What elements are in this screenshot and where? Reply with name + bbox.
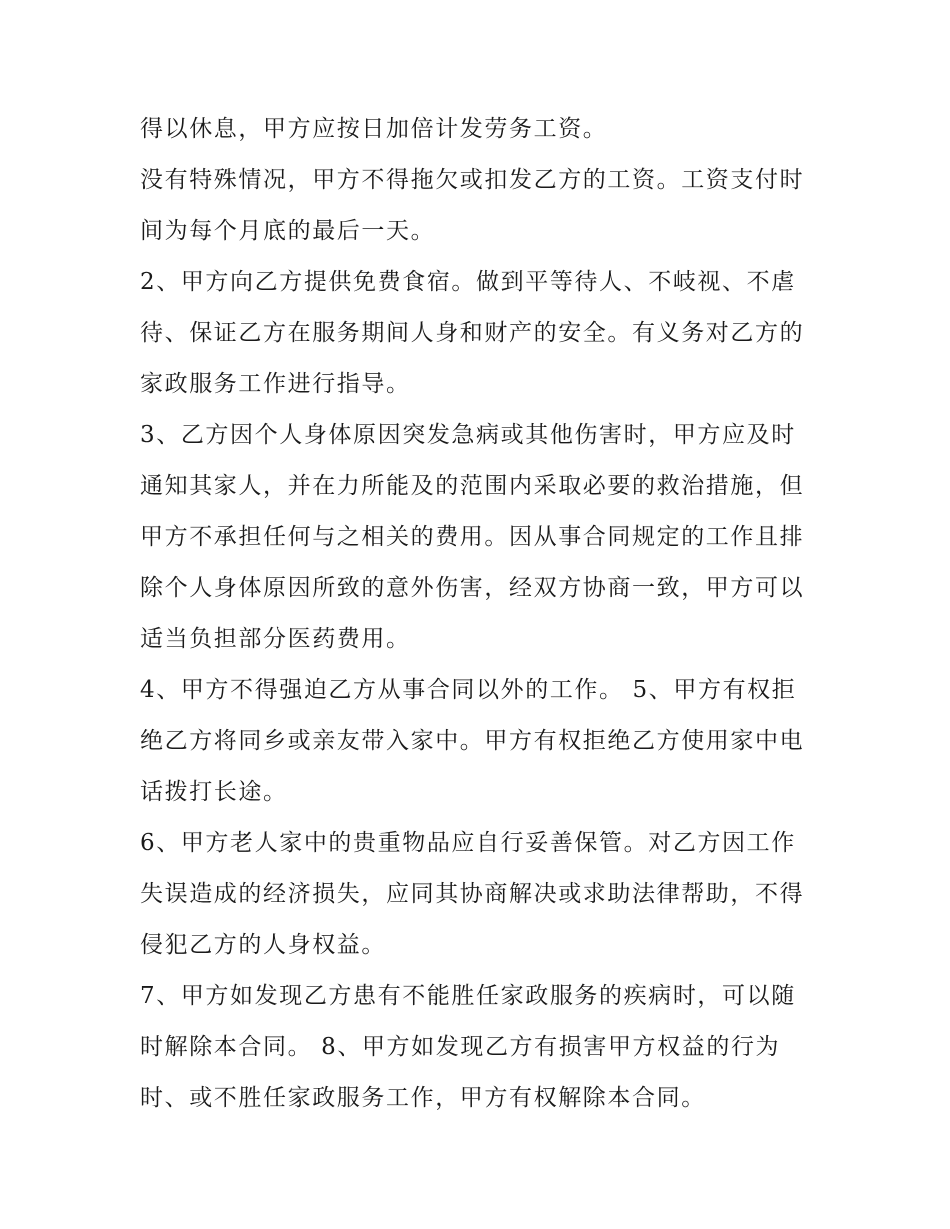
text-line: 失误造成的经济损失，应同其协商解决或求助法律帮助，不得 bbox=[140, 881, 805, 907]
text-line: 绝乙方将同乡或亲友带入家中。甲方有权拒绝乙方使用家中电 bbox=[140, 728, 805, 754]
text-line: 家政服务工作进行指导。 bbox=[140, 371, 411, 397]
text-line: 2、甲方向乙方提供免费食宿。做到平等待人、不岐视、不虐 bbox=[140, 269, 796, 295]
text-line: 7、甲方如发现乙方患有不能胜任家政服务的疾病时，可以随 bbox=[140, 983, 796, 1009]
text-line: 得以休息，甲方应按日加倍计发劳务工资。 bbox=[140, 116, 608, 142]
text-line: 6、甲方老人家中的贵重物品应自行妥善保管。对乙方因工作 bbox=[140, 830, 796, 856]
text-line: 侵犯乙方的人身权益。 bbox=[140, 932, 386, 958]
text-line: 间为每个月底的最后一天。 bbox=[140, 218, 436, 244]
text-line: 没有特殊情况，甲方不得拖欠或扣发乙方的工资。工资支付时 bbox=[140, 167, 805, 193]
text-line: 除个人身体原因所致的意外伤害，经双方协商一致，甲方可以 bbox=[140, 575, 805, 601]
contract-text bbox=[140, 104, 820, 1124]
text-line: 时、或不胜任家政服务工作，甲方有权解除本合同。 bbox=[140, 1085, 706, 1111]
text-line: 待、保证乙方在服务期间人身和财产的安全。有义务对乙方的 bbox=[140, 320, 805, 346]
text-line: 通知其家人，并在力所能及的范围内采取必要的救治措施，但 bbox=[140, 473, 805, 499]
text-line: 适当负担部分医药费用。 bbox=[140, 626, 411, 652]
text-line: 4、甲方不得强迫乙方从事合同以外的工作。 5、甲方有权拒 bbox=[140, 677, 797, 703]
text-line: 3、乙方因个人身体原因突发急病或其他伤害时，甲方应及时 bbox=[140, 422, 796, 448]
text-line: 话拨打长途。 bbox=[140, 779, 288, 805]
text-line: 时解除本合同。 8、甲方如发现乙方有损害甲方权益的行为 bbox=[140, 1034, 781, 1060]
text-line: 甲方不承担任何与之相关的费用。因从事合同规定的工作且排 bbox=[140, 524, 805, 550]
